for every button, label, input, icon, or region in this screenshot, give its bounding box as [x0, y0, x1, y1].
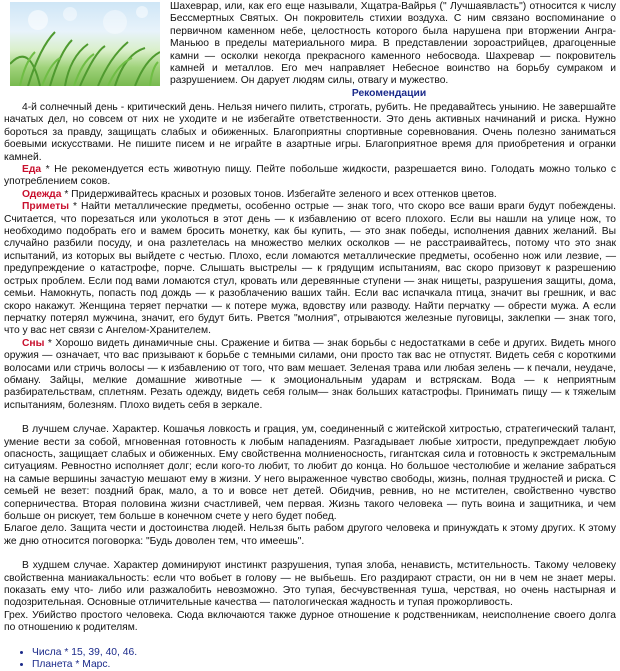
omens-label: Приметы [22, 201, 70, 213]
main-content [4, 102, 616, 671]
grass-image [10, 2, 160, 86]
omens-text: * Найти металлические предметы, особенно острые — знак того, что скоро все ваши враги будут побеждены. Считается, что порезаться или уколоться в этот день — к избавлению от всего плохого. Если вы нашли на улице нож, то необходимо подобрать его и вамем бросить монетку, как бы купить, — это знак победы, исполнения давних желаний. Вы случайно разбили посуду, и она разлетелась на множество мелких осколков — не расстраивайтесь, потому что это знак испытаний, из которых вы выйдете с честью. Плохо, если ломаются металлические предметы, особенно нож или лезвие, — предупреждение о катастрофе, порче. Слышать выстрелы — к грядущим испытаниям, вас скоро призовут к разрешению острых проблем. Если под вами ломаются стул, кровать или деревянные ступени — знак нищеты, разрушения защиты, дома, семьи. Намокнуть, попасть под дождь — к разоблачению ваших тайн. Если вас испачкала птица, значит вы грешник, и вас скоро накажут. Женщина теряет перчатки — к потере мужа, вдовству или разводу. Найти перчатку — обрести мужа. А если перчатку потерял мужчина, значит, его будут бить. Рвется "молния", отрываются железные пуговицы, заклепки — знак того, что у вас нет связи с Ангелом-Хранителем. [4, 201, 616, 337]
food-paragraph [4, 164, 616, 189]
good-deed-text: Благое дело. Защита чести и достоинства людей. Нельзя быть рабом другого человека и принуждать к этому других. К этому же дню относится поговорка: "Будь доволен тем, что имеешь". [4, 523, 616, 547]
header-block [4, 0, 616, 88]
recommendations-title: Рекомендации [351, 88, 427, 99]
omens-paragraph [4, 201, 616, 337]
clothing-label: Одежда [22, 188, 62, 200]
recommendations-text: 4-й солнечный день - критический день. Нельзя ничего пилить, строгать, рубить. Не предавайтесь унынию. Не завершайте начатых дел, но совсем от них не уходите и не избегайте ответственности. Это день активных начинаний и риска. Нужно бороться за правду, защищать слабых и обиженных. Благоприятны спортивные соревнования. Очень полезно заниматься боевыми искусствами. Не пишите писем и не играйте в азартные игры. Благоприятное время для приобретения и огранки камней. [4, 102, 616, 163]
sin-text: Грех. Убийство простого человека. Сюда включаются также дурное отношение к родственникам, неисполнение своего долга по отношению к родителям. [4, 609, 616, 634]
list-item-numbers: • Числа * 15, 39, 40, 46. [32, 647, 616, 659]
food-label: Еда [22, 164, 42, 176]
clothing-text: * Придерживайтесь красных и розовых тонов. Избегайте зеленого и всех оттенков цветов. [61, 188, 497, 200]
facts-list [4, 647, 616, 671]
best-case-text: В лучшем случае. Характер. Кошачья ловкость и грация, ум, соединенный с житейской хитростью, стратегический талант, умение вести за собой, мгновенная готовность к любым нападениям. Разгадывает любые хитрости, предупреждает любую опасность, защищает слабых и обиженных. Ему свойственна молниеносность, гигантская сила и готовность к экстремальным ситуациям. Ревностно исполняет долг; если кого-то любит, то любит до конца. Но большое честолюбие и желание забраться на самые вершины зачастую мешают ему в жизни. У него выраженное чувство свободы, жизнь, полная трудностей и риска. С семьей не везет: поздний брак, мало, а то и вовсе нет детей. Обидчив, ревнив, но не мстителен, свойственно чувство соперничества. Вторая половина жизни счастливей, чем первая. Жизнь такого человека — путь воина и защитника, и чем больше он рискует, тем больше в конечном счете у него будет побед. [4, 424, 616, 522]
clothing-paragraph [4, 189, 616, 201]
dreams-paragraph [4, 338, 616, 412]
list-item-planet: • Планета * Марс. [32, 659, 616, 671]
intro-text: Шахеврар, или, как его еще называли, Хщатра-Вайрья (" Лучшаявласть") относится к числу Бессмертных Святых. Он покровитель стихии воздуха. С ним связано воспоминание о первичном каменном небе, целостность которого была нарушена при вторжении Ангра-Маньюо в пределы материального мира. В представлении зороастрийцев, драгоценные камни — осколки некогда прекрасного каменного небосвода. Шахревар — покровитель камней и металлов. Его меч направляет Небесное воинство на борьбу сумраком и разрушением. Он дарует людям силы, отвагу и мужество. [170, 1, 616, 87]
worst-case-text: В худшем случае. Характер доминируют инстинкт разрушения, тупая злоба, ненависть, мстительность. Такому человеку свойственна маниакальность: если что вобьет в голову — не выбьешь. Его раздирают страсти, он ни в чем не знает меры. показать ему что- либо или разжалобить невозможно. Это тупая, бесчувственная туша, черствая, но очень настырная и подозрительная. Основные отличительные качества — патологическая жадность и тупая прожорливость. [4, 560, 616, 609]
food-text: * Не рекомендуется есть животную пищу. Пейте побольше жидкости, разрешается вино. Голодать можно только с употреблением соков. [4, 164, 616, 188]
dreams-label: Сны [22, 337, 45, 349]
dreams-text: * Хорошо видеть динамичные сны. Сражение и битва — знак борьбы с недостатками в себе и других. Видеть много оружия — означает, что вас призывают к борьбе с темными силами, они просто так вас не отпустят. Видеть себя с короткими волосами или стричь волосы — к избавлению от того, что вам мешает. Зеленая трава или любая зелень — к печали, неудаче, обману. Зайцы, мелкие домашние животные — к эмоциональным ударам и встряскам. Вода — к неприятным разбирательствам, сплетням. Резать одежду, видеть себя голым— знак больших катастрофы. Принимать пищу — к тяжелым испытаниям, болезням. Плохо видеть себя в зеркале. [4, 337, 616, 411]
